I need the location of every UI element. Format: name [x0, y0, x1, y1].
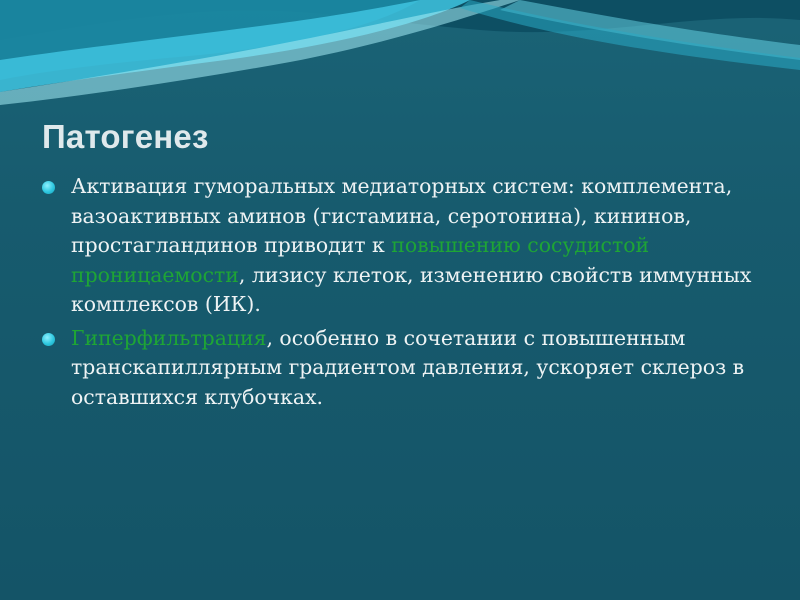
bullet-text: , лизису клеток, изменению свойств иммунных комплексов (ИК). — [71, 262, 752, 316]
bullet-item — [40, 172, 760, 320]
bullet-text: Активация гуморальных медиаторных систем: комплемента, вазоактивных аминов (гистамина, серотонина), кининов, простагландинов приводит к — [71, 174, 733, 257]
highlighted-term: Гиперфильтрация — [71, 325, 267, 350]
highlighted-term: повышению сосудистой проницаемости — [71, 233, 650, 287]
bullet-text: , особенно в сочетании с повышенным транскапиллярным градиентом давления, ускоряет склероз в оставшихся клубочках. — [71, 325, 745, 409]
bullet-list — [40, 172, 760, 416]
wave-decoration — [0, 0, 800, 110]
bullet-item — [40, 324, 760, 413]
bullet-dot-icon — [42, 333, 55, 346]
slide-title: Патогенез — [42, 118, 209, 155]
bullet-dot-icon — [42, 181, 55, 194]
